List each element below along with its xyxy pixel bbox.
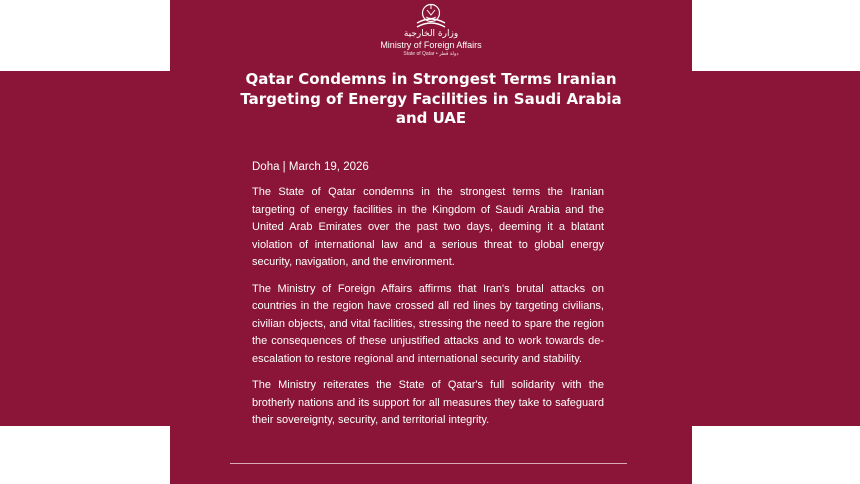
statement-body [252, 184, 604, 439]
state-of-qatar-label: State of Qatar • دولة قطر [403, 51, 459, 57]
qatar-emblem-icon [414, 1, 448, 29]
statement-title: Qatar Condemns in Strongest Terms Iranian Targeting of Energy Facilities in Saudi Arabia and UAE [240, 70, 622, 127]
ministry-name-arabic: وزارة الخارجية [403, 29, 459, 39]
paragraph-1: The State of Qatar condemns in the strongest terms the Iranian targeting of energy facilities in the Kingdom of Saudi Arabia and the United Arab Emirates over the past two days, deeming it a blatant violation of international law and a serious threat to global energy security, navigation, and the environment. [252, 186, 604, 268]
ministry-name-english: Ministry of Foreign Affairs [380, 40, 482, 50]
paragraph-2: The Ministry of Foreign Affairs affirms that Iran's brutal attacks on countries in the region have crossed all red lines by targeting civilians, civilian objects, and vital facilities, stressing the need to spare the region the consequences of these unjustified attacks and to work towards de-escalation to restore regional and international security and stability. [252, 282, 604, 365]
ministry-logo [170, 0, 692, 62]
dateline: Doha | March 19, 2026 [252, 161, 369, 173]
footer-divider [230, 463, 627, 464]
statement-panel [170, 0, 692, 484]
paragraph-3: The Ministry reiterates the State of Qatar's full solidarity with the brotherly nations and its support for all measures they take to safeguard their sovereignty, security, and territorial integrity. [252, 379, 604, 426]
